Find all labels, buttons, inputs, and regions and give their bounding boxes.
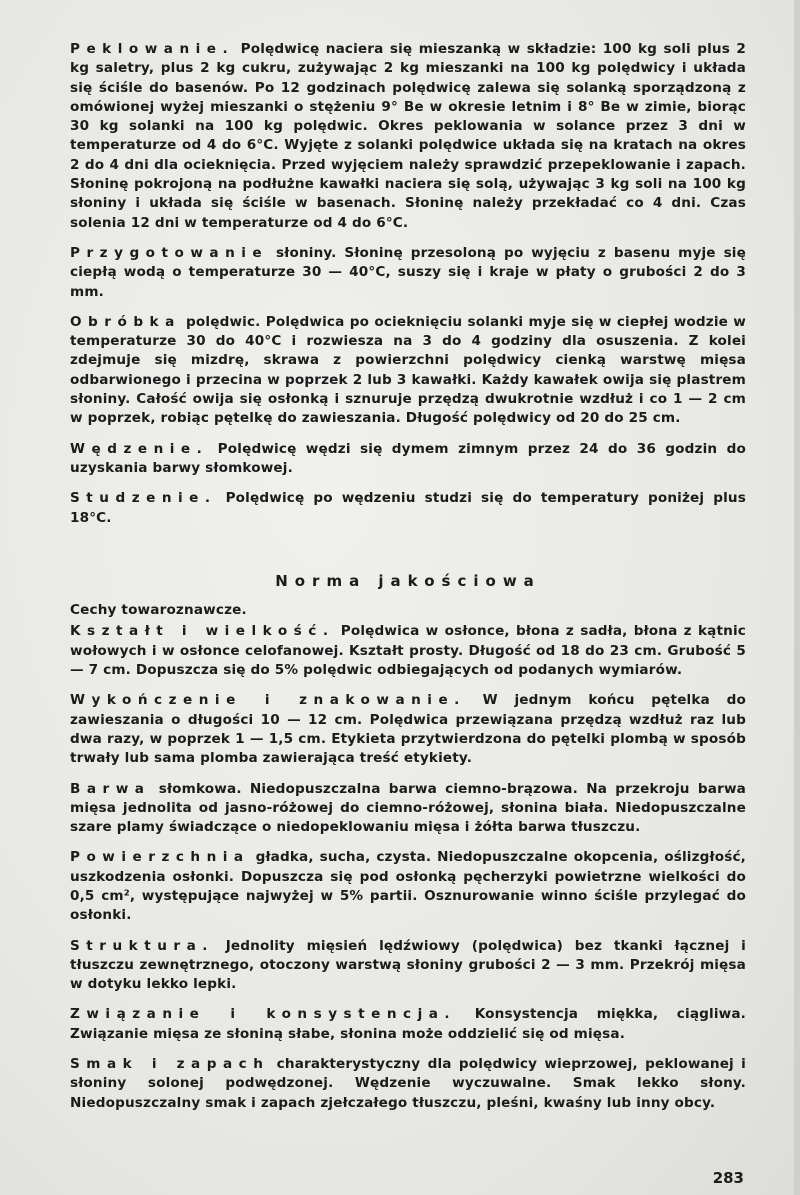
term-label: Związanie i konsystencja.	[70, 1006, 457, 1023]
paragraph-text: słomkowa. Niedopuszczalna barwa ciemno-brązowa. Na przekroju barwa mięsa jednolita od jasno-różowej do ciemno-różowej, słonina biała. Niedopuszczalne szare plamy świadczące o niedopeklowaniu mięsa i żółta barwa tłuszczu.	[70, 780, 746, 836]
term-label: Studzenie.	[70, 490, 217, 507]
term-label: Wykończenie i znakowanie.	[70, 692, 466, 709]
paragraph-text: polędwic. Polędwica po ocieknięciu solanki myje się w ciepłej wodzie w temperaturze 30 do 40°C i rozwiesza na 3 do 4 godziny dla osuszenia. Z kolei zdejmuje się mizdrę, skrawa z powierzchni polędwicy cienką warstwę mięsa odbarwionego i przecina w poprzek 2 lub 3 kawałki. Każdy kawałek owija się plastrem słoniny. Całość owija się osłonką i sznuruje przędzą dwukrotnie wzdłuż i co 1 — 2 cm w poprzek, robiąc pętelkę do zawieszania. Długość polędwicy od 20 do 25 cm.	[70, 313, 746, 427]
term-label: Struktura.	[70, 937, 214, 954]
paragraph-text: Jednolity mięsień lędźwiowy (polędwica) bez tkanki łącznej i tłuszczu zewnętrznego, otoczony warstwą słoniny grubości 2 — 3 mm. Przekrój mięsa w dotyku lekko lepki.	[70, 937, 746, 993]
norma-item-barwa	[70, 780, 746, 838]
section-heading: Norma jakościowa	[275, 571, 541, 590]
page-edge-shadow	[794, 0, 800, 1195]
term-label: Obróbka	[70, 313, 181, 330]
page-number: 283	[712, 1169, 744, 1187]
term-label: Powierzchnia	[70, 849, 250, 866]
page-body	[70, 40, 746, 1124]
subheading: Cechy towaroznawcze.	[70, 602, 247, 619]
paragraph-text: W jednym końcu pętelka do zawieszania o długości 10 — 12 cm. Polędwica przewiązana przędzą wzdłuż raz lub dwa razy, w poprzek 1 — 1,5 cm. Etykieta przytwierdzona do pętelki plombą w sposób trwały lub sama plomba zawierająca treść etykiety.	[70, 692, 746, 767]
norma-item-wykonczenie	[70, 691, 746, 768]
paragraph-text: Polędwica w osłonce, błona z sadła, błona z kątnic wołowych i w osłonce celofanowej. Kształt prosty. Długość od 18 do 23 cm. Grubość 5 — 7 cm. Dopuszcza się do 5% polędwic odbiegających od podanych wymiarów.	[70, 623, 746, 679]
paragraph-przygotowanie	[70, 244, 746, 302]
term-label: Smak i zapach	[70, 1056, 270, 1073]
paragraph-text: charakterystyczny dla polędwicy wieprzowej, peklowanej i słoniny solonej podwędzonej. Wędzenie wyczuwalne. Smak lekko słony. Niedopuszczalny smak i zapach zjełczałego tłuszczu, pleśni, kwaśny lub inny obcy.	[70, 1056, 746, 1111]
paragraph-text: Polędwicę naciera się mieszanką w składzie: 100 kg soli plus 2 kg saletry, plus 2 kg cukru, zużywając 2 kg mieszanki na 100 kg polędwicy i układa się ściśle do basenów. Po 12 godzinach polędwicę zalewa się solanką sporządzoną z omówionej wyżej mieszanki o stężeniu 9° Be w okresie letnim i 8° Be w zimie, biorąc 30 kg solanki na 100 kg polędwic. Okres peklowania w solance przez 3 dni w temperaturze od 4 do 6°C. Wyjęte z solanki polędwice układa się na kratach na okres 2 do 4 dni dla ocieknięcia. Przed wyjęciem należy sprawdzić przepeklowanie i zapach. Słoninę pokrojoną na podłużne kawałki naciera się solą, używając 3 kg soli na 100 kg słoniny i układa się ściśle w basenach. Słoninę należy przekładać co 4 dni. Czas solenia 12 dni w temperaturze od 4 do 6°C.	[70, 41, 746, 231]
paragraph-wedzenie	[70, 440, 746, 479]
paragraph-obrobka	[70, 313, 746, 429]
term-label: Barwa	[70, 780, 151, 797]
paragraph-text: gładka, sucha, czysta. Niedopuszczalne okopcenia, oślizgłość, uszkodzenia osłonki. Dopuszcza się pod osłonką pęcherzyki powietrzne wielkości do 0,5 cm², występujące najwyżej w 5% partii. Osznurowanie winno ściśle przylegać do osłonki.	[70, 849, 746, 924]
paragraph-text: słoniny. Słoninę przesoloną po wyjęciu z basenu myje się ciepłą wodą o temperaturze 30 — 40°C, suszy się i kraje w płaty o grubości 2 do 3 mm.	[70, 244, 746, 300]
paragraph-text: Konsystencja miękka, ciągliwa. Związanie mięsa ze słoniną słabe, słonina może oddzielić się od mięsa.	[70, 1006, 746, 1042]
norma-item-ksztalt	[70, 622, 746, 680]
norma-item-powierzchnia	[70, 848, 746, 925]
norma-item-smak	[70, 1055, 746, 1113]
term-label: Wędzenie.	[70, 440, 209, 457]
paragraph-studzenie	[70, 489, 746, 528]
norma-item-struktura	[70, 937, 746, 995]
term-label: Przygotowanie	[70, 244, 269, 261]
paragraph-text: Polędwicę wędzi się dymem zimnym przez 24 do 36 godzin do uzyskania barwy słomkowej.	[70, 440, 746, 476]
norma-item-zwiazanie	[70, 1005, 746, 1044]
paragraph-text: Polędwicę po wędzeniu studzi się do temperatury poniżej plus 18°C.	[70, 490, 746, 526]
term-label: Kształt i wielkość.	[70, 623, 335, 640]
paragraph-peklowanie	[70, 40, 746, 233]
term-label: Peklowanie.	[70, 41, 235, 57]
